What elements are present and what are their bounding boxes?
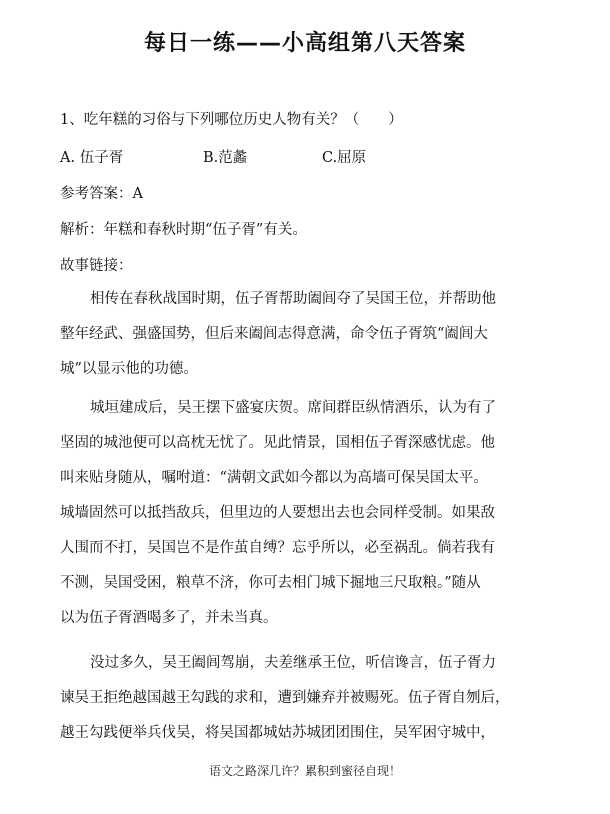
paragraph-line: 人围而不打，吴国岂不是作茧自缚？忘乎所以，必至祸乱。倘若我有: [60, 540, 495, 556]
paragraph-line: 城”以显示他的功德。: [60, 361, 198, 377]
paragraph-line: 不测，吴国受困，粮草不济，你可去相门城下掘地三尺取粮。”随从: [60, 575, 481, 591]
paragraph-line: 相传在春秋战国时期，伍子胥帮助阖闾夺了吴国王位，并帮助他: [90, 291, 496, 307]
option-a: A. 伍子胥: [60, 150, 124, 166]
option-c: C.屈原: [322, 150, 367, 166]
paragraph-line: 没过多久，吴王阖闾驾崩，夫差继承王位，听信谗言，伍子胥力: [90, 655, 496, 671]
answer-line: 参考答案：A: [60, 186, 143, 202]
paragraph-line: 以为伍子胥酒喝多了，并未当真。: [60, 610, 278, 626]
paragraph-line: 越王勾践便举兵伐吴，将吴国都城姑苏城团团围住，吴军困守城中，: [60, 725, 495, 741]
story-paragraph-3: [60, 646, 546, 751]
story-paragraph-2: [60, 391, 546, 636]
paragraph-line: 谏吴王拒绝越国越王勾践的求和，遭到嫌弃并被赐死。伍子胥自刎后，: [60, 690, 510, 706]
paragraph-line: 城墙固然可以抵挡敌兵，但里边的人要想出去也会同样受制。如果敌: [60, 505, 495, 521]
paragraph-line: 叫来贴身随从，嘱咐道：“满朝文武如今都以为高墙可保吴国太平。: [60, 470, 488, 486]
question-text: 1、吃年糕的习俗与下列哪位历史人物有关？（ ）: [60, 112, 403, 128]
story-paragraph-1: [60, 282, 546, 387]
paragraph-line: 整年经武、强盛国势，但后来阖闾志得意满，命令伍子胥筑“阖闾大: [60, 326, 488, 342]
option-b: B.范蠡: [203, 150, 248, 166]
page-footer: 语文之路深几许？累积到蜜径自现！: [208, 764, 401, 778]
paragraph-line: 城垣建成后，吴王摆下盛宴庆贺。席间群臣纵情酒乐，认为有了: [90, 400, 496, 416]
page-title: 每日一练——小高组第八天答案: [143, 31, 466, 56]
analysis-line: 解析：年糕和春秋时期“伍子胥”有关。: [60, 222, 307, 238]
paragraph-line: 坚固的城池便可以高枕无忧了。见此情景，国相伍子胥深感忧虑。他: [60, 435, 495, 451]
story-label: 故事链接：: [60, 258, 133, 274]
